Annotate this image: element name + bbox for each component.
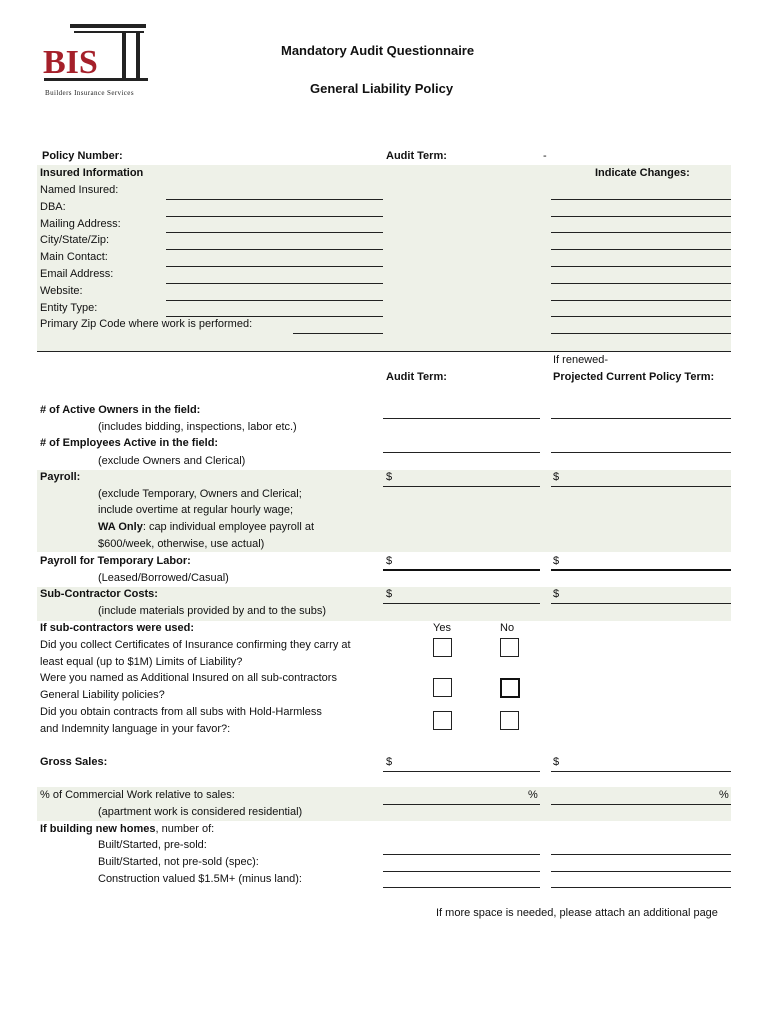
q2-yes-checkbox[interactable]	[433, 678, 452, 697]
q3-yes-checkbox[interactable]	[433, 711, 452, 730]
new-homes-bold: If building new homes	[40, 823, 156, 835]
city-state-zip-field[interactable]	[166, 249, 383, 250]
temp-audit-dollar: $	[386, 555, 393, 567]
payroll-audit-dollar: $	[386, 471, 393, 483]
payroll-projected-dollar: $	[553, 471, 560, 483]
commercial-audit-field[interactable]	[383, 804, 540, 805]
temp-projected-field[interactable]	[551, 569, 731, 571]
sub-audit-field[interactable]	[383, 603, 540, 604]
active-owners-label: # of Active Owners in the field:	[40, 404, 201, 416]
payroll-note-2: include overtime at regular hourly wage;	[98, 504, 294, 516]
payroll-note-4: $600/week, otherwise, use actual)	[98, 538, 265, 550]
new-homes-text: , number of:	[155, 823, 215, 835]
payroll-audit-field[interactable]	[383, 486, 540, 487]
q1-yes-checkbox[interactable]	[433, 638, 452, 657]
indicate-changes-heading: Indicate Changes:	[595, 167, 690, 179]
dba-field[interactable]	[166, 216, 383, 217]
payroll-note-3	[98, 521, 314, 533]
gross-audit-field[interactable]	[383, 771, 540, 772]
owners-projected-field[interactable]	[551, 418, 731, 419]
footer-note: If more space is needed, please attach an additional page	[436, 907, 718, 919]
mailing-address-label: Mailing Address:	[40, 218, 121, 230]
question-2-line-2: General Liability policies?	[40, 689, 165, 701]
change-dba-field[interactable]	[551, 216, 731, 217]
question-1-line-2: least equal (up to $1M) Limits of Liability?	[40, 656, 243, 668]
gross-projected-field[interactable]	[551, 771, 731, 772]
if-sub-used-label: If sub-contractors were used:	[40, 622, 195, 634]
primary-zip-field[interactable]	[293, 333, 383, 334]
website-field[interactable]	[166, 300, 383, 301]
change-entity-type-field[interactable]	[551, 316, 731, 317]
spec-projected-field[interactable]	[551, 871, 731, 872]
spec-audit-field[interactable]	[383, 871, 540, 872]
high-value-projected-field[interactable]	[551, 887, 731, 888]
logo-letters: BIS	[43, 44, 98, 81]
payroll-note-1: (exclude Temporary, Owners and Clerical;	[98, 488, 302, 500]
change-email-address-field[interactable]	[551, 283, 731, 284]
projected-term-column-heading: Projected Current Policy Term:	[553, 371, 715, 383]
sub-projected-dollar: $	[553, 588, 560, 600]
gross-sales-label: Gross Sales:	[40, 756, 108, 768]
gross-projected-dollar: $	[553, 756, 560, 768]
change-website-field[interactable]	[551, 300, 731, 301]
payroll-note-3-text: : cap individual employee payroll at	[142, 521, 315, 533]
audit-term-dash: -	[543, 150, 547, 162]
owners-audit-field[interactable]	[383, 418, 540, 419]
q3-no-checkbox[interactable]	[500, 711, 519, 730]
sub-projected-field[interactable]	[551, 603, 731, 604]
primary-zip-label: Primary Zip Code where work is performed:	[40, 318, 253, 330]
homes-high-value-label: Construction valued $1.5M+ (minus land):	[98, 873, 302, 885]
temp-labor-note: (Leased/Borrowed/Casual)	[98, 572, 229, 584]
commercial-projected-field[interactable]	[551, 804, 731, 805]
yes-column-label: Yes	[433, 622, 451, 634]
question-3-line-1: Did you obtain contracts from all subs with Hold-Harmless	[40, 706, 322, 718]
gross-audit-dollar: $	[386, 756, 393, 768]
presold-projected-field[interactable]	[551, 854, 731, 855]
audit-term-label-top: Audit Term:	[386, 150, 447, 162]
page-title: Mandatory Audit Questionnaire	[281, 43, 475, 58]
employees-projected-field[interactable]	[551, 452, 731, 453]
homes-spec-label: Built/Started, not pre-sold (spec):	[98, 856, 259, 868]
high-value-audit-field[interactable]	[383, 887, 540, 888]
q2-no-checkbox[interactable]	[500, 678, 520, 698]
city-state-zip-label: City/State/Zip:	[40, 234, 110, 246]
question-3-line-2: and Indemnity language in your favor?:	[40, 723, 231, 735]
page-subtitle: General Liability Policy	[310, 81, 454, 96]
employees-audit-field[interactable]	[383, 452, 540, 453]
commercial-audit-percent: %	[528, 789, 538, 801]
temp-labor-label: Payroll for Temporary Labor:	[40, 555, 191, 567]
main-contact-field[interactable]	[166, 266, 383, 267]
homes-presold-label: Built/Started, pre-sold:	[98, 839, 207, 851]
active-owners-note: (includes bidding, inspections, labor etc.)	[98, 421, 297, 433]
q1-no-checkbox[interactable]	[500, 638, 519, 657]
entity-type-field[interactable]	[166, 316, 383, 317]
payroll-label: Payroll:	[40, 471, 81, 483]
sub-audit-dollar: $	[386, 588, 393, 600]
if-renewed-label: If renewed-	[553, 354, 609, 366]
new-homes-label	[40, 823, 214, 835]
change-mailing-address-field[interactable]	[551, 232, 731, 233]
commercial-work-label: % of Commercial Work relative to sales:	[40, 789, 235, 801]
employees-note: (exclude Owners and Clerical)	[98, 455, 246, 467]
employees-label: # of Employees Active in the field:	[40, 437, 219, 449]
mailing-address-field[interactable]	[166, 232, 383, 233]
email-address-field[interactable]	[166, 283, 383, 284]
change-city-state-zip-field[interactable]	[551, 249, 731, 250]
insured-info-heading: Insured Information	[40, 167, 144, 179]
section-divider	[37, 351, 731, 352]
logo-subtitle: Builders Insurance Services	[45, 89, 134, 97]
temp-audit-field[interactable]	[383, 569, 540, 571]
question-1-line-1: Did you collect Certificates of Insurance confirming they carry at	[40, 639, 351, 651]
website-label: Website:	[40, 285, 83, 297]
question-2-line-1: Were you named as Additional Insured on all sub-contractors	[40, 672, 337, 684]
wa-only-label: WA Only	[98, 521, 143, 533]
main-contact-label: Main Contact:	[40, 251, 108, 263]
email-address-label: Email Address:	[40, 268, 114, 280]
commercial-projected-percent: %	[719, 789, 729, 801]
change-named-insured-field[interactable]	[551, 199, 731, 200]
named-insured-field[interactable]	[166, 199, 383, 200]
sub-costs-note: (include materials provided by and to the subs)	[98, 605, 327, 617]
policy-number-label: Policy Number:	[42, 150, 123, 162]
payroll-projected-field[interactable]	[551, 486, 731, 487]
presold-audit-field[interactable]	[383, 854, 540, 855]
audit-term-column-heading: Audit Term:	[386, 371, 447, 383]
dba-label: DBA:	[40, 201, 66, 213]
change-primary-zip-field[interactable]	[551, 333, 731, 334]
sub-costs-label: Sub-Contractor Costs:	[40, 588, 158, 600]
temp-projected-dollar: $	[553, 555, 560, 567]
named-insured-label: Named Insured:	[40, 184, 119, 196]
entity-type-label: Entity Type:	[40, 302, 98, 314]
no-column-label: No	[500, 622, 515, 634]
change-main-contact-field[interactable]	[551, 266, 731, 267]
commercial-work-note: (apartment work is considered residential)	[98, 806, 303, 818]
